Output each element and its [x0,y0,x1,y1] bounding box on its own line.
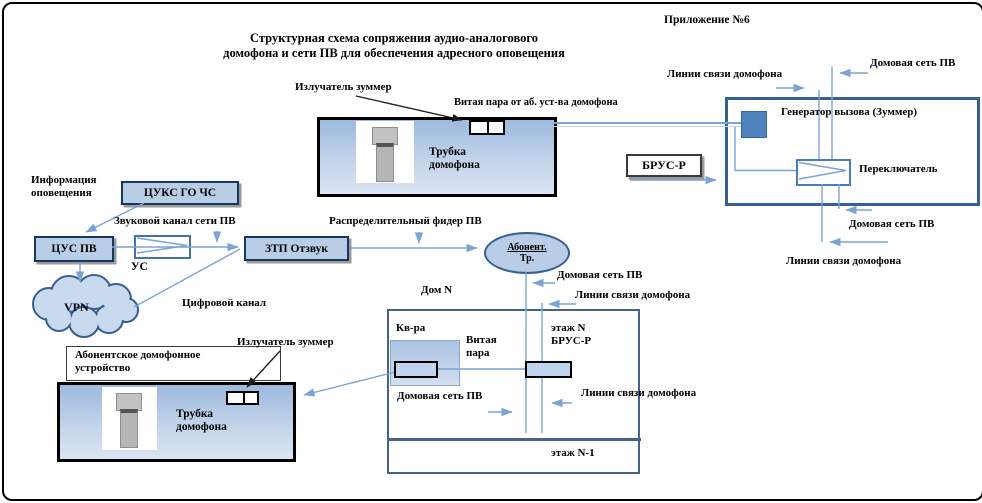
bottom-handset-label: Трубка домофона [176,408,227,433]
floor-brus-device-box [525,361,572,378]
bottom-buzzer-emitter [226,391,259,405]
handset-icon [116,393,142,448]
ztp-otzvuk-label: ЗТП Отзвук [264,242,329,255]
us-amplifier-box [134,235,191,259]
annex-label: Приложение №6 [664,14,750,26]
subscriber-device-box [66,346,281,381]
diagram-canvas [2,2,982,501]
intercom-lines-inside-label: Линии связи домофона [581,387,697,399]
title-line-1: Структурная схема сопряжения аудио-аналогового [250,31,538,45]
house-net-inside-label: Домовая сеть ПВ [397,390,483,402]
notification-info-label: Информация оповещения [31,174,97,199]
cus-pv-label: ЦУС ПВ [51,243,97,255]
vpn-label: VPN [64,300,89,314]
switch-label: Переключатель [859,163,938,175]
twisted-pair-house-label: Витая пара [466,334,497,359]
dom-n-label: Дом N [421,284,453,296]
top-buzzer-emitter [469,120,505,135]
apartment-device-box [394,361,438,378]
subscriber-device-line1: Абонентское домофонное [75,349,201,361]
twisted-pair-label: Витая пара от аб. уст-ва домофона [454,97,618,108]
house-net-mid-label: Домовая сеть ПВ [557,269,643,281]
house-net-top-right-label: Домовая сеть ПВ [870,57,956,69]
intercom-lines-mid-label: Линии связи домофона [575,289,691,301]
bottom-handset-panel [102,387,157,450]
us-label: УС [131,261,148,273]
handset-icon [372,127,398,182]
feeder-label: Распределительный фидер ПВ [329,215,482,227]
cus-pv-box [34,236,114,262]
subscriber-transformer [484,232,570,274]
page-title [134,31,654,61]
top-emitter-label: Излучатель зуммер [295,81,392,93]
floor-n-label: этаж N БРУС-Р [551,322,592,347]
brus-r-box [626,154,702,177]
cuks-go-chs-box [121,181,239,205]
bottom-emitter-label: Излучатель зуммер [237,336,334,348]
sound-channel-label: Звуковой канал сети ПВ [114,215,236,227]
top-handset-label: Трубка домофона [429,146,480,171]
apartment-label: Кв-ра [396,322,426,334]
digital-channel-label: Цифровой канал [182,297,267,309]
ztp-otzvuk-box [244,236,349,261]
brus-r-label: БРУС-Р [642,158,686,172]
floor-n-minus-1-label: этаж N-1 [551,447,595,459]
top-handset-panel [356,121,414,183]
generator-label: Генератор вызова (Зуммер) [781,106,917,118]
intercom-lines-top-right-label: Линии связи домофона [667,68,783,80]
title-line-2: домофона и сети ПВ для обеспечения адресного оповещения [223,46,565,60]
floor-divider [387,438,641,441]
cuks-go-chs-label: ЦУКС ГО ЧС [143,187,217,199]
intercom-lines-bottom-right-label: Линии связи домофона [786,255,902,267]
subscriber-line2: Тр. [519,253,535,264]
switch-symbol-box [796,159,851,186]
house-net-bottom-right-label: Домовая сеть ПВ [849,218,935,230]
buzzer-generator-block [741,111,767,138]
subscriber-device-line2: устройство [75,362,131,374]
subscriber-line1: Абонент. [507,242,547,253]
